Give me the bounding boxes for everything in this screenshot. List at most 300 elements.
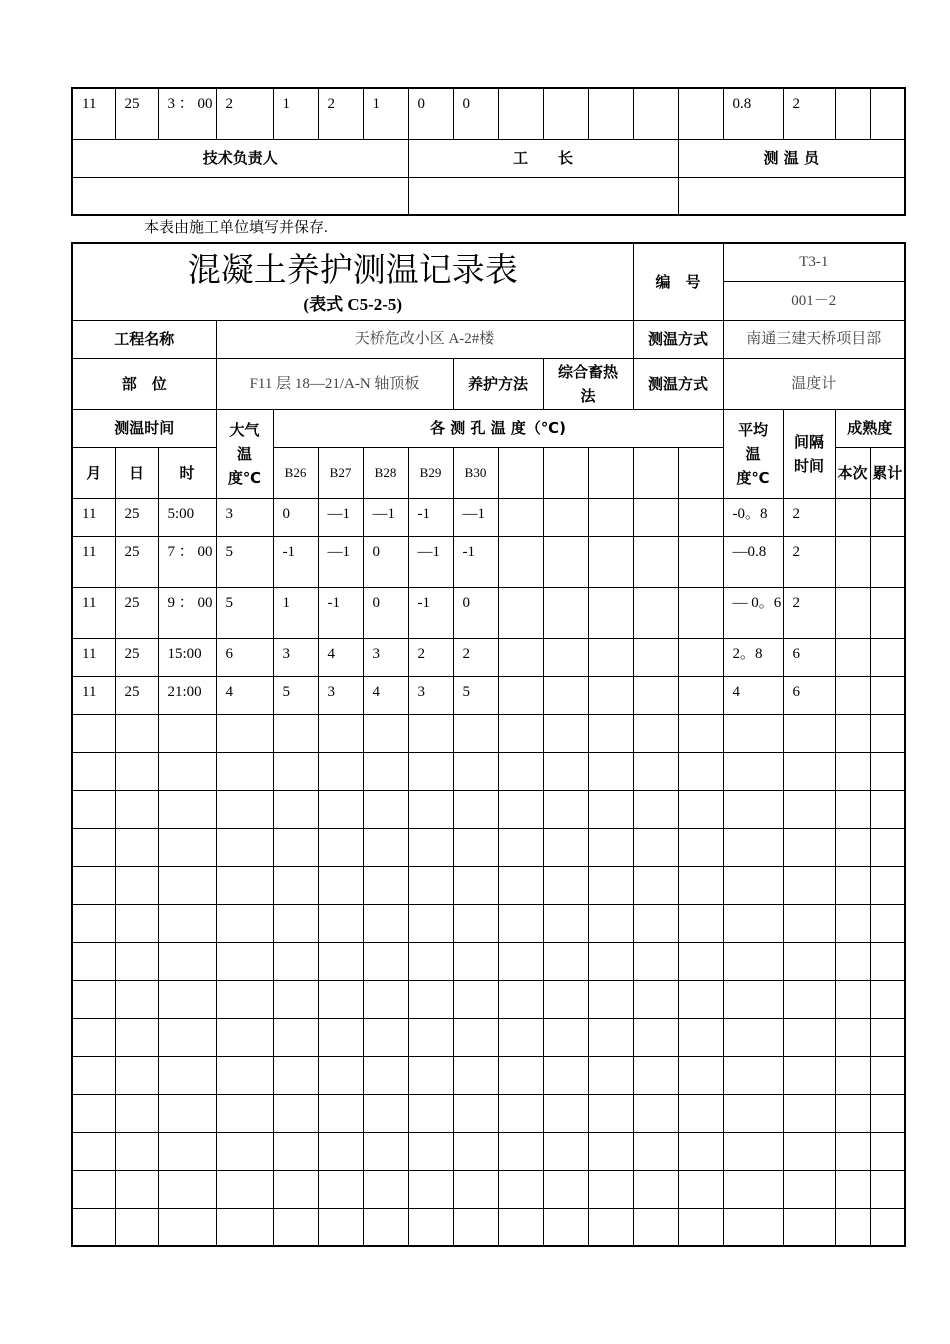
empty-cell[interactable] [453, 904, 498, 942]
table-cell[interactable]: 3 [318, 676, 363, 714]
empty-cell[interactable] [273, 1132, 318, 1170]
empty-cell[interactable] [318, 1132, 363, 1170]
empty-cell[interactable] [72, 1170, 115, 1208]
empty-cell[interactable] [498, 790, 543, 828]
empty-cell[interactable] [363, 1018, 408, 1056]
empty-cell[interactable] [273, 790, 318, 828]
table-cell[interactable] [633, 587, 678, 638]
table-cell[interactable]: -1 [408, 498, 453, 536]
empty-cell[interactable] [633, 904, 678, 942]
empty-cell[interactable] [158, 1056, 216, 1094]
table-cell[interactable] [633, 536, 678, 587]
empty-cell[interactable] [72, 790, 115, 828]
empty-cell[interactable] [835, 866, 870, 904]
table-cell[interactable] [498, 638, 543, 676]
table-cell[interactable]: 25 [115, 587, 158, 638]
empty-cell[interactable] [498, 1208, 543, 1246]
empty-cell[interactable] [216, 904, 273, 942]
empty-cell[interactable] [498, 1132, 543, 1170]
empty-cell[interactable] [783, 714, 835, 752]
empty-cell[interactable] [363, 1170, 408, 1208]
empty-cell[interactable] [498, 1094, 543, 1132]
empty-cell[interactable] [363, 790, 408, 828]
empty-cell[interactable] [318, 1056, 363, 1094]
empty-cell[interactable] [115, 1094, 158, 1132]
empty-cell[interactable] [870, 1056, 905, 1094]
empty-cell[interactable] [273, 1094, 318, 1132]
empty-cell[interactable] [318, 1018, 363, 1056]
empty-cell[interactable] [318, 1094, 363, 1132]
empty-cell[interactable] [835, 1170, 870, 1208]
empty-cell[interactable] [72, 866, 115, 904]
table-cell[interactable]: 3 [273, 638, 318, 676]
empty-cell[interactable] [216, 1094, 273, 1132]
tech-lead-signature[interactable] [72, 177, 408, 215]
table-cell[interactable]: —1 [318, 536, 363, 587]
table-cell[interactable] [633, 498, 678, 536]
empty-cell[interactable] [408, 828, 453, 866]
table-cell[interactable]: 21:00 [158, 676, 216, 714]
empty-cell[interactable] [633, 790, 678, 828]
empty-cell[interactable] [158, 1094, 216, 1132]
empty-cell[interactable] [363, 904, 408, 942]
empty-cell[interactable] [543, 790, 588, 828]
empty-cell[interactable] [633, 1018, 678, 1056]
empty-cell[interactable] [363, 1208, 408, 1246]
empty-cell[interactable] [216, 828, 273, 866]
empty-cell[interactable] [678, 980, 723, 1018]
empty-cell[interactable] [363, 980, 408, 1018]
table-cell[interactable]: 25 [115, 498, 158, 536]
empty-cell[interactable] [363, 714, 408, 752]
empty-cell[interactable] [408, 904, 453, 942]
empty-cell[interactable] [453, 828, 498, 866]
empty-cell[interactable] [216, 1018, 273, 1056]
empty-cell[interactable] [453, 714, 498, 752]
table-cell[interactable]: 4 [216, 676, 273, 714]
empty-cell[interactable] [408, 866, 453, 904]
empty-cell[interactable] [633, 828, 678, 866]
empty-cell[interactable] [115, 1208, 158, 1246]
empty-cell[interactable] [723, 1208, 783, 1246]
table-cell[interactable]: —1 [318, 498, 363, 536]
table-cell[interactable] [835, 676, 870, 714]
empty-cell[interactable] [115, 752, 158, 790]
table-cell[interactable] [835, 638, 870, 676]
empty-cell[interactable] [678, 828, 723, 866]
empty-cell[interactable] [318, 1208, 363, 1246]
empty-cell[interactable] [115, 866, 158, 904]
empty-cell[interactable] [723, 1056, 783, 1094]
empty-cell[interactable] [158, 980, 216, 1018]
empty-cell[interactable] [72, 904, 115, 942]
table-cell[interactable]: 25 [115, 676, 158, 714]
empty-cell[interactable] [870, 714, 905, 752]
empty-cell[interactable] [678, 904, 723, 942]
table-cell[interactable] [870, 676, 905, 714]
table-cell[interactable]: -1 [273, 536, 318, 587]
table-cell[interactable]: 15:00 [158, 638, 216, 676]
table-cell[interactable] [870, 587, 905, 638]
empty-cell[interactable] [273, 1018, 318, 1056]
table-cell[interactable] [588, 498, 633, 536]
empty-cell[interactable] [216, 866, 273, 904]
empty-cell[interactable] [453, 1170, 498, 1208]
empty-cell[interactable] [678, 714, 723, 752]
empty-cell[interactable] [273, 1170, 318, 1208]
empty-cell[interactable] [216, 790, 273, 828]
table-cell[interactable] [835, 536, 870, 587]
empty-cell[interactable] [158, 1208, 216, 1246]
empty-cell[interactable] [678, 752, 723, 790]
empty-cell[interactable] [588, 1018, 633, 1056]
table-cell[interactable]: 4 [723, 676, 783, 714]
table-cell[interactable]: -1 [408, 587, 453, 638]
empty-cell[interactable] [216, 1132, 273, 1170]
empty-cell[interactable] [216, 1208, 273, 1246]
table-cell[interactable] [870, 638, 905, 676]
table-cell[interactable] [678, 676, 723, 714]
empty-cell[interactable] [318, 714, 363, 752]
empty-cell[interactable] [273, 714, 318, 752]
empty-cell[interactable] [158, 828, 216, 866]
empty-cell[interactable] [453, 1056, 498, 1094]
empty-cell[interactable] [72, 752, 115, 790]
empty-cell[interactable] [723, 1094, 783, 1132]
empty-cell[interactable] [588, 904, 633, 942]
table-cell[interactable]: 6 [783, 676, 835, 714]
table-cell[interactable]: 5 [216, 536, 273, 587]
empty-cell[interactable] [870, 942, 905, 980]
table-cell[interactable]: 9 ： 00 [158, 587, 216, 638]
empty-cell[interactable] [678, 1094, 723, 1132]
table-cell[interactable]: 25 [115, 638, 158, 676]
empty-cell[interactable] [498, 904, 543, 942]
table-cell[interactable]: -1 [453, 536, 498, 587]
empty-cell[interactable] [453, 1018, 498, 1056]
table-cell[interactable]: —1 [363, 498, 408, 536]
empty-cell[interactable] [870, 904, 905, 942]
empty-cell[interactable] [870, 1018, 905, 1056]
table-cell[interactable] [543, 638, 588, 676]
empty-cell[interactable] [408, 790, 453, 828]
table-cell[interactable]: -0。8 [723, 498, 783, 536]
empty-cell[interactable] [216, 980, 273, 1018]
empty-cell[interactable] [870, 866, 905, 904]
empty-cell[interactable] [633, 1208, 678, 1246]
empty-cell[interactable] [870, 980, 905, 1018]
empty-cell[interactable] [588, 980, 633, 1018]
empty-cell[interactable] [363, 1056, 408, 1094]
empty-cell[interactable] [453, 1132, 498, 1170]
table-cell[interactable]: 0 [363, 587, 408, 638]
empty-cell[interactable] [363, 752, 408, 790]
empty-cell[interactable] [543, 980, 588, 1018]
empty-cell[interactable] [498, 1056, 543, 1094]
table-cell[interactable]: -1 [318, 587, 363, 638]
empty-cell[interactable] [783, 866, 835, 904]
empty-cell[interactable] [216, 1170, 273, 1208]
temp-recorder-signature[interactable] [678, 177, 905, 215]
empty-cell[interactable] [835, 790, 870, 828]
table-cell[interactable]: 11 [72, 536, 115, 587]
empty-cell[interactable] [408, 714, 453, 752]
empty-cell[interactable] [408, 1208, 453, 1246]
table-cell[interactable] [543, 587, 588, 638]
empty-cell[interactable] [498, 828, 543, 866]
empty-cell[interactable] [318, 942, 363, 980]
empty-cell[interactable] [273, 828, 318, 866]
empty-cell[interactable] [783, 1094, 835, 1132]
empty-cell[interactable] [543, 1132, 588, 1170]
empty-cell[interactable] [273, 1056, 318, 1094]
empty-cell[interactable] [158, 752, 216, 790]
empty-cell[interactable] [498, 980, 543, 1018]
empty-cell[interactable] [543, 942, 588, 980]
empty-cell[interactable] [543, 752, 588, 790]
empty-cell[interactable] [273, 1208, 318, 1246]
foreman-signature[interactable] [408, 177, 678, 215]
empty-cell[interactable] [498, 714, 543, 752]
table-cell[interactable]: 11 [72, 498, 115, 536]
empty-cell[interactable] [498, 942, 543, 980]
empty-cell[interactable] [723, 752, 783, 790]
empty-cell[interactable] [158, 790, 216, 828]
table-cell[interactable]: 5:00 [158, 498, 216, 536]
empty-cell[interactable] [273, 980, 318, 1018]
table-cell[interactable] [588, 587, 633, 638]
table-cell[interactable]: 0 [363, 536, 408, 587]
empty-cell[interactable] [723, 714, 783, 752]
table-cell[interactable]: 11 [72, 587, 115, 638]
empty-cell[interactable] [453, 752, 498, 790]
empty-cell[interactable] [835, 1018, 870, 1056]
empty-cell[interactable] [723, 1132, 783, 1170]
empty-cell[interactable] [723, 980, 783, 1018]
table-cell[interactable] [835, 587, 870, 638]
empty-cell[interactable] [408, 942, 453, 980]
table-cell[interactable]: —1 [408, 536, 453, 587]
empty-cell[interactable] [543, 1018, 588, 1056]
empty-cell[interactable] [158, 1018, 216, 1056]
empty-cell[interactable] [363, 866, 408, 904]
empty-cell[interactable] [72, 1132, 115, 1170]
empty-cell[interactable] [273, 904, 318, 942]
empty-cell[interactable] [453, 942, 498, 980]
table-cell[interactable] [678, 587, 723, 638]
empty-cell[interactable] [115, 790, 158, 828]
empty-cell[interactable] [318, 866, 363, 904]
empty-cell[interactable] [216, 714, 273, 752]
empty-cell[interactable] [588, 942, 633, 980]
empty-cell[interactable] [633, 980, 678, 1018]
empty-cell[interactable] [408, 752, 453, 790]
empty-cell[interactable] [543, 866, 588, 904]
empty-cell[interactable] [783, 1018, 835, 1056]
table-cell[interactable]: 2 [408, 638, 453, 676]
empty-cell[interactable] [498, 1170, 543, 1208]
table-cell[interactable]: 5 [453, 676, 498, 714]
empty-cell[interactable] [870, 752, 905, 790]
empty-cell[interactable] [72, 1208, 115, 1246]
empty-cell[interactable] [498, 752, 543, 790]
empty-cell[interactable] [498, 1018, 543, 1056]
empty-cell[interactable] [835, 1056, 870, 1094]
empty-cell[interactable] [158, 942, 216, 980]
empty-cell[interactable] [543, 1056, 588, 1094]
empty-cell[interactable] [115, 1018, 158, 1056]
empty-cell[interactable] [158, 866, 216, 904]
empty-cell[interactable] [115, 828, 158, 866]
empty-cell[interactable] [723, 904, 783, 942]
empty-cell[interactable] [588, 866, 633, 904]
empty-cell[interactable] [216, 752, 273, 790]
empty-cell[interactable] [318, 790, 363, 828]
empty-cell[interactable] [588, 1094, 633, 1132]
empty-cell[interactable] [588, 1132, 633, 1170]
empty-cell[interactable] [72, 1056, 115, 1094]
table-cell[interactable]: —1 [453, 498, 498, 536]
table-cell[interactable]: 2 [783, 498, 835, 536]
empty-cell[interactable] [588, 790, 633, 828]
table-cell[interactable] [498, 587, 543, 638]
empty-cell[interactable] [115, 1132, 158, 1170]
table-cell[interactable] [835, 498, 870, 536]
table-cell[interactable] [543, 498, 588, 536]
empty-cell[interactable] [633, 866, 678, 904]
empty-cell[interactable] [835, 1094, 870, 1132]
empty-cell[interactable] [588, 1170, 633, 1208]
empty-cell[interactable] [678, 1018, 723, 1056]
table-cell[interactable]: 2。8 [723, 638, 783, 676]
empty-cell[interactable] [543, 1208, 588, 1246]
empty-cell[interactable] [870, 1132, 905, 1170]
empty-cell[interactable] [115, 1170, 158, 1208]
empty-cell[interactable] [216, 942, 273, 980]
empty-cell[interactable] [678, 1208, 723, 1246]
empty-cell[interactable] [723, 1018, 783, 1056]
table-cell[interactable]: 3 [216, 498, 273, 536]
empty-cell[interactable] [363, 828, 408, 866]
empty-cell[interactable] [408, 980, 453, 1018]
empty-cell[interactable] [115, 904, 158, 942]
empty-cell[interactable] [453, 1094, 498, 1132]
table-cell[interactable]: 2 [783, 587, 835, 638]
empty-cell[interactable] [588, 752, 633, 790]
table-cell[interactable]: 25 [115, 536, 158, 587]
table-cell[interactable]: 0 [453, 587, 498, 638]
empty-cell[interactable] [72, 1094, 115, 1132]
empty-cell[interactable] [408, 1056, 453, 1094]
empty-cell[interactable] [783, 790, 835, 828]
table-cell[interactable]: 3 [408, 676, 453, 714]
table-cell[interactable]: 3 [363, 638, 408, 676]
empty-cell[interactable] [633, 1056, 678, 1094]
empty-cell[interactable] [158, 1170, 216, 1208]
empty-cell[interactable] [835, 942, 870, 980]
empty-cell[interactable] [408, 1132, 453, 1170]
empty-cell[interactable] [870, 1170, 905, 1208]
empty-cell[interactable] [158, 1132, 216, 1170]
empty-cell[interactable] [870, 790, 905, 828]
table-cell[interactable] [633, 638, 678, 676]
empty-cell[interactable] [453, 980, 498, 1018]
empty-cell[interactable] [870, 1208, 905, 1246]
empty-cell[interactable] [723, 942, 783, 980]
empty-cell[interactable] [835, 980, 870, 1018]
empty-cell[interactable] [678, 1170, 723, 1208]
table-cell[interactable]: 0 [273, 498, 318, 536]
empty-cell[interactable] [72, 714, 115, 752]
empty-cell[interactable] [633, 1170, 678, 1208]
table-cell[interactable] [498, 676, 543, 714]
empty-cell[interactable] [72, 980, 115, 1018]
table-cell[interactable] [588, 676, 633, 714]
empty-cell[interactable] [273, 866, 318, 904]
empty-cell[interactable] [633, 1094, 678, 1132]
empty-cell[interactable] [273, 942, 318, 980]
empty-cell[interactable] [783, 752, 835, 790]
empty-cell[interactable] [216, 1056, 273, 1094]
empty-cell[interactable] [783, 828, 835, 866]
table-cell[interactable] [588, 536, 633, 587]
empty-cell[interactable] [588, 1208, 633, 1246]
table-cell[interactable] [678, 536, 723, 587]
empty-cell[interactable] [678, 1056, 723, 1094]
empty-cell[interactable] [870, 828, 905, 866]
table-cell[interactable]: 4 [363, 676, 408, 714]
empty-cell[interactable] [723, 790, 783, 828]
empty-cell[interactable] [115, 714, 158, 752]
empty-cell[interactable] [363, 1132, 408, 1170]
empty-cell[interactable] [543, 714, 588, 752]
empty-cell[interactable] [678, 1132, 723, 1170]
empty-cell[interactable] [318, 904, 363, 942]
empty-cell[interactable] [633, 714, 678, 752]
empty-cell[interactable] [158, 714, 216, 752]
table-cell[interactable] [588, 638, 633, 676]
table-cell[interactable]: — 0。6 [723, 587, 783, 638]
empty-cell[interactable] [158, 904, 216, 942]
empty-cell[interactable] [633, 1132, 678, 1170]
empty-cell[interactable] [783, 904, 835, 942]
empty-cell[interactable] [783, 980, 835, 1018]
empty-cell[interactable] [678, 942, 723, 980]
table-cell[interactable]: 2 [453, 638, 498, 676]
empty-cell[interactable] [588, 1056, 633, 1094]
table-cell[interactable] [633, 676, 678, 714]
empty-cell[interactable] [783, 1056, 835, 1094]
table-cell[interactable]: 2 [783, 536, 835, 587]
empty-cell[interactable] [453, 790, 498, 828]
empty-cell[interactable] [543, 828, 588, 866]
table-cell[interactable]: 6 [216, 638, 273, 676]
empty-cell[interactable] [835, 714, 870, 752]
empty-cell[interactable] [115, 942, 158, 980]
table-cell[interactable]: 4 [318, 638, 363, 676]
empty-cell[interactable] [543, 904, 588, 942]
empty-cell[interactable] [783, 1132, 835, 1170]
table-cell[interactable] [498, 536, 543, 587]
empty-cell[interactable] [835, 1132, 870, 1170]
table-cell[interactable]: 11 [72, 638, 115, 676]
table-cell[interactable]: 6 [783, 638, 835, 676]
table-cell[interactable] [870, 498, 905, 536]
empty-cell[interactable] [870, 1094, 905, 1132]
empty-cell[interactable] [835, 828, 870, 866]
table-cell[interactable]: 7 ： 00 [158, 536, 216, 587]
empty-cell[interactable] [408, 1018, 453, 1056]
